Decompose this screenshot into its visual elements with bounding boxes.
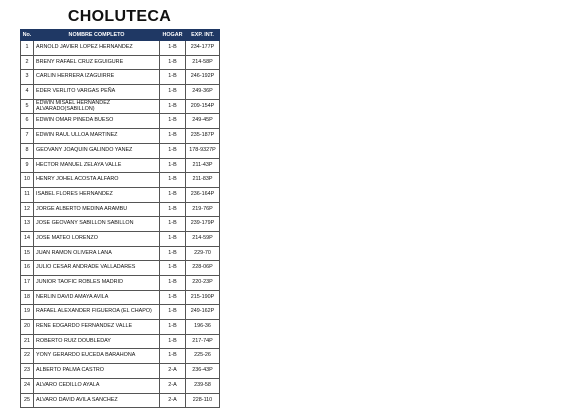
row-number: 25	[21, 393, 34, 408]
table-row	[21, 129, 220, 144]
table-row	[21, 143, 220, 158]
row-full-name: JORGE ALBERTO MEDINA ARAMBU	[34, 202, 160, 217]
row-full-name: RAFAEL ALEXANDER FIGUEROA (EL CHAPO)	[34, 305, 160, 320]
row-exp-int: 249-36P	[186, 85, 220, 100]
row-full-name: GEOVANY JOAQUIN GALINDO YANEZ	[34, 143, 160, 158]
row-hogar: 1-B	[160, 246, 186, 261]
row-hogar: 2-A	[160, 393, 186, 408]
row-exp-int: 236-164P	[186, 187, 220, 202]
table-row	[21, 261, 220, 276]
row-number: 23	[21, 364, 34, 379]
table-row	[21, 393, 220, 408]
table-row	[21, 70, 220, 85]
row-exp-int: 229-70	[186, 246, 220, 261]
row-number: 12	[21, 202, 34, 217]
row-number: 17	[21, 276, 34, 291]
table-row	[21, 231, 220, 246]
row-hogar: 1-B	[160, 261, 186, 276]
row-full-name: ALVARO DAVID AVILA SANCHEZ	[34, 393, 160, 408]
table-row	[21, 217, 220, 232]
row-hogar: 1-B	[160, 187, 186, 202]
row-number: 11	[21, 187, 34, 202]
row-number: 24	[21, 378, 34, 393]
table-row	[21, 334, 220, 349]
row-number: 3	[21, 70, 34, 85]
row-hogar: 1-B	[160, 173, 186, 188]
row-hogar: 1-B	[160, 290, 186, 305]
table-row	[21, 173, 220, 188]
page-title: CHOLUTECA	[67, 8, 172, 25]
row-hogar: 1-B	[160, 143, 186, 158]
row-hogar: 1-B	[160, 334, 186, 349]
table-row	[21, 378, 220, 393]
row-hogar: 1-B	[160, 129, 186, 144]
row-hogar: 1-B	[160, 70, 186, 85]
roster-table	[20, 29, 220, 408]
row-number: 19	[21, 305, 34, 320]
table-row	[21, 41, 220, 56]
row-full-name: ALVARO CEDILLO AYALA	[34, 378, 160, 393]
table-row	[21, 55, 220, 70]
row-number: 15	[21, 246, 34, 261]
row-full-name: JOSE MATEO LORENZO	[34, 231, 160, 246]
row-number: 18	[21, 290, 34, 305]
header-number: No.	[21, 30, 34, 41]
row-exp-int: 249-45P	[186, 114, 220, 129]
table-row	[21, 114, 220, 129]
row-exp-int: 209-154P	[186, 99, 220, 114]
row-exp-int: 217-74P	[186, 334, 220, 349]
row-number: 1	[21, 41, 34, 56]
row-exp-int: 214-59P	[186, 231, 220, 246]
row-full-name: HECTOR MANUEL ZELAYA VALLE	[34, 158, 160, 173]
row-hogar: 1-B	[160, 114, 186, 129]
row-hogar: 1-B	[160, 217, 186, 232]
row-number: 22	[21, 349, 34, 364]
header-exp-int: EXP. INT.	[186, 30, 220, 41]
row-exp-int: 225-26	[186, 349, 220, 364]
table-header	[21, 30, 220, 41]
row-number: 14	[21, 231, 34, 246]
table-row	[21, 99, 220, 114]
row-number: 21	[21, 334, 34, 349]
table-row	[21, 290, 220, 305]
header-row	[21, 30, 220, 41]
row-hogar: 1-B	[160, 99, 186, 114]
row-full-name: HENRY JOHEL ACOSTA ALFARO	[34, 173, 160, 188]
row-full-name: EDWIN OMAR PINEDA BUESO	[34, 114, 160, 129]
row-exp-int: 249-162P	[186, 305, 220, 320]
table-row	[21, 276, 220, 291]
row-exp-int: 246-192P	[186, 70, 220, 85]
table-row	[21, 158, 220, 173]
row-exp-int: 196-36	[186, 320, 220, 335]
row-full-name: JULIO CESAR ANDRADE VALLADARES	[34, 261, 160, 276]
row-exp-int: 211-83P	[186, 173, 220, 188]
row-exp-int: 235-187P	[186, 129, 220, 144]
row-exp-int: 178-9327P	[186, 143, 220, 158]
table-row	[21, 202, 220, 217]
row-full-name: CARLIN HERRERA IZAGUIRRE	[34, 70, 160, 85]
row-full-name: EDWIN RAUL ULLOA MARTINEZ	[34, 129, 160, 144]
row-exp-int: 236-43P	[186, 364, 220, 379]
row-exp-int: 228-06P	[186, 261, 220, 276]
row-exp-int: 239-179P	[186, 217, 220, 232]
row-hogar: 1-B	[160, 41, 186, 56]
row-exp-int: 215-190P	[186, 290, 220, 305]
row-number: 9	[21, 158, 34, 173]
row-hogar: 1-B	[160, 85, 186, 100]
row-number: 6	[21, 114, 34, 129]
row-full-name: ARNOLD JAVIER LOPEZ HERNANDEZ	[34, 41, 160, 56]
table-row	[21, 364, 220, 379]
row-hogar: 1-B	[160, 158, 186, 173]
row-number: 16	[21, 261, 34, 276]
header-full-name: NOMBRE COMPLETO	[34, 30, 160, 41]
row-full-name: EDER VERLITO VARGAS PEÑA	[34, 85, 160, 100]
row-hogar: 1-B	[160, 55, 186, 70]
row-full-name: JUAN RAMON OLIVERA LANA	[34, 246, 160, 261]
row-full-name: NERLIN DAVID AMAYA AVILA	[34, 290, 160, 305]
table-body	[21, 41, 220, 408]
row-full-name: JOSE GEOVANY SABILLON SABILLON	[34, 217, 160, 232]
row-number: 13	[21, 217, 34, 232]
row-hogar: 1-B	[160, 305, 186, 320]
table-row	[21, 320, 220, 335]
row-full-name: ROBERTO RUIZ DOUBLEDAY	[34, 334, 160, 349]
row-exp-int: 239-58	[186, 378, 220, 393]
row-exp-int: 214-58P	[186, 55, 220, 70]
row-exp-int: 219-76P	[186, 202, 220, 217]
row-number: 10	[21, 173, 34, 188]
row-number: 20	[21, 320, 34, 335]
row-exp-int: 220-23P	[186, 276, 220, 291]
table-row	[21, 349, 220, 364]
table-row	[21, 187, 220, 202]
row-hogar: 1-B	[160, 202, 186, 217]
row-number: 4	[21, 85, 34, 100]
row-number: 2	[21, 55, 34, 70]
row-exp-int: 228-110	[186, 393, 220, 408]
table-row	[21, 246, 220, 261]
table-row	[21, 85, 220, 100]
row-full-name: BRENY RAFAEL CRUZ EGUIGURE	[34, 55, 160, 70]
row-number: 7	[21, 129, 34, 144]
row-full-name: JUNIOR TAOFIC ROBLES MADRID	[34, 276, 160, 291]
row-hogar: 1-B	[160, 320, 186, 335]
row-full-name: RENE EDGARDO FERNANDEZ VALLE	[34, 320, 160, 335]
row-exp-int: 211-43P	[186, 158, 220, 173]
table-row	[21, 305, 220, 320]
row-exp-int: 234-177P	[186, 41, 220, 56]
row-hogar: 2-A	[160, 378, 186, 393]
row-number: 8	[21, 143, 34, 158]
row-full-name: ALBERTO PALMA CASTRO	[34, 364, 160, 379]
row-hogar: 1-B	[160, 349, 186, 364]
row-full-name: ISABEL FLORES HERNANDEZ	[34, 187, 160, 202]
row-hogar: 1-B	[160, 231, 186, 246]
row-hogar: 2-A	[160, 364, 186, 379]
row-hogar: 1-B	[160, 276, 186, 291]
row-number: 5	[21, 99, 34, 114]
header-hogar: HOGAR	[160, 30, 186, 41]
row-full-name: EDWIN MISAEL HERNANDEZ ALVARADO(SABILLON)	[34, 99, 160, 114]
row-full-name: YONY GERARDO EUCEDA BARAHONA	[34, 349, 160, 364]
